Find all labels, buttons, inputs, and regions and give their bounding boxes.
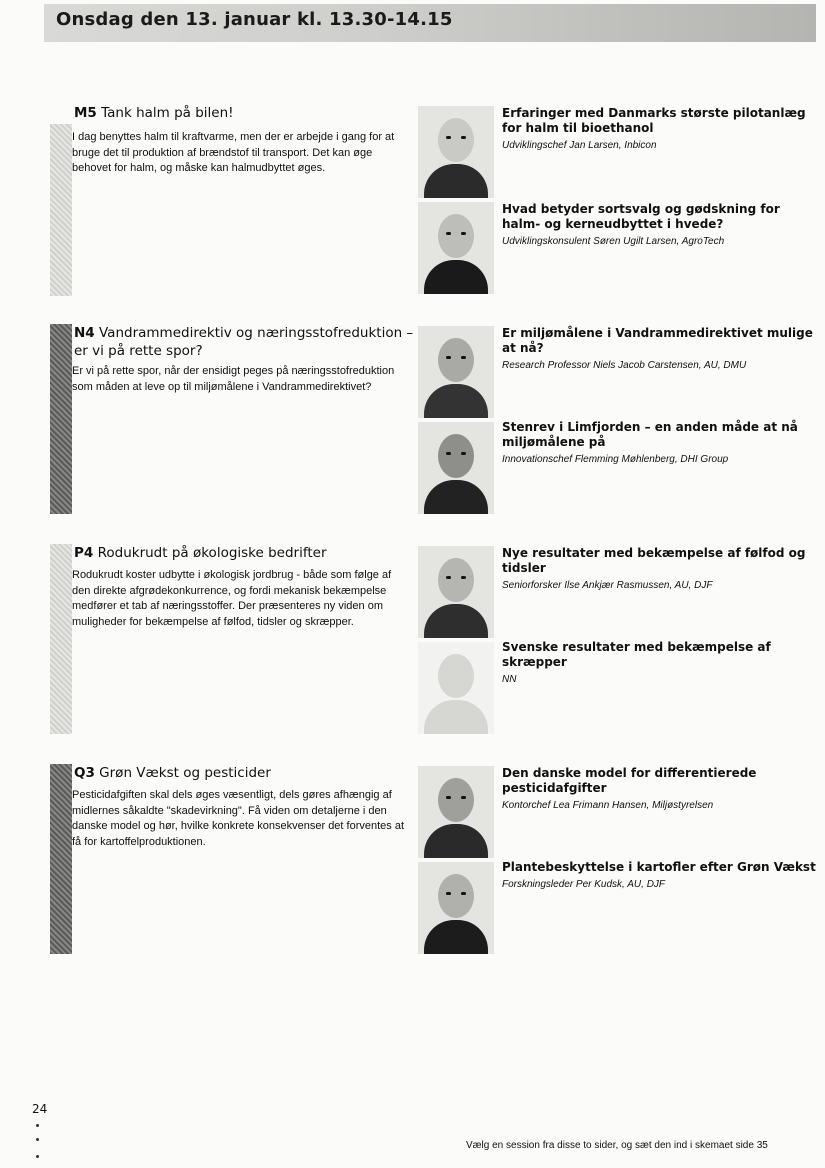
speaker-photo [418, 862, 494, 954]
talk-title: Nye resultater med bekæmpelse af følfod og tidsler [502, 546, 806, 575]
session-m5 [50, 104, 822, 294]
session-title: N4 Vandrammedirektiv og næringsstofreduktion – er vi på rette spor? [74, 325, 414, 359]
session-n4 [50, 324, 822, 514]
session-p4 [50, 544, 822, 734]
talk-speaker: Udviklingskonsulent Søren Ugilt Larsen, AgroTech [502, 236, 725, 247]
session-bar [50, 324, 72, 514]
talk [502, 766, 822, 813]
talk [502, 202, 822, 249]
footer-note: Vælg en session fra disse to sider, og sæt den ind i skemaet side 35 [466, 1140, 768, 1151]
talk-title: Den danske model for differentierede pesticidafgifter [502, 766, 757, 795]
speaker-photo [418, 326, 494, 418]
speaker-photo [418, 546, 494, 638]
speaker-photo [418, 106, 494, 198]
session-title: P4 Rodukrudt på økologiske bedrifter [74, 545, 327, 561]
talk-title: Plantebeskyttelse i kartofler efter Grøn Vækst [502, 860, 816, 874]
session-description: I dag benyttes halm til kraftvarme, men der er arbejde i gang for at bruge det til produktion af brændstof til transport. Det kan øge behovet for halm, og måske kan halmudbyttet øges. [72, 131, 395, 174]
talk [502, 106, 822, 153]
talk-speaker: Kontorchef Lea Frimann Hansen, Miljøstyrelsen [502, 800, 714, 811]
speaker-photo [418, 422, 494, 514]
bullet-dot [36, 1155, 39, 1158]
session-bar [50, 544, 72, 734]
session-description: Rodukrudt koster udbytte i økologisk jordbrug - både som følge af den direkte afgrødekonkurrence, og fordi mekanisk bekæmpelse medfører et tab af næringsstoffer. Der præsenteres ny viden om muligheder for bekæmpelse af følfod, tidsler og skræpper. [72, 569, 392, 628]
talk-speaker: Forskningsleder Per Kudsk, AU, DJF [502, 879, 666, 890]
talk-title: Er miljømålene i Vandrammedirektivet mulige at nå? [502, 326, 813, 355]
talk [502, 546, 822, 593]
session-description: Pesticidafgiften skal dels øges væsentligt, dels gøres afhængig af midlernes såkaldte "skadevirkning". Få viden om detaljerne i den danske model og hør, hvilke konkrete konsekvenser det forventes at få for kartoffelproduktionen. [72, 789, 405, 848]
page-number: 24 [32, 1102, 48, 1116]
session-title: M5 Tank halm på bilen! [74, 105, 234, 121]
talk [502, 860, 822, 892]
session-bar [50, 124, 72, 296]
speaker-photo [418, 202, 494, 294]
talk [502, 640, 822, 687]
talk-speaker: Innovationschef Flemming Møhlenberg, DHI Group [502, 454, 729, 465]
speaker-photo [418, 766, 494, 858]
talk-speaker: Udviklingschef Jan Larsen, Inbicon [502, 140, 657, 151]
talk-speaker: NN [502, 674, 517, 685]
talk [502, 326, 822, 373]
talk-speaker: Seniorforsker Ilse Ankjær Rasmussen, AU, DJF [502, 580, 713, 591]
page-title: Onsdag den 13. januar kl. 13.30-14.15 [56, 9, 453, 30]
talk-title: Hvad betyder sortsvalg og gødskning for halm- og kerneudbyttet i hvede? [502, 202, 780, 231]
talk-speaker: Research Professor Niels Jacob Carstensen, AU, DMU [502, 360, 747, 371]
talk-title: Stenrev i Limfjorden – en anden måde at nå miljømålene på [502, 420, 798, 449]
session-bar [50, 764, 72, 954]
session-q3 [50, 764, 822, 954]
speaker-placeholder-silhouette [418, 642, 494, 734]
bullet-dot [36, 1124, 39, 1127]
talk [502, 420, 822, 467]
talk-title: Svenske resultater med bekæmpelse af skræpper [502, 640, 771, 669]
session-description: Er vi på rette spor, når der ensidigt peges på næringsstofreduktion som måden at leve op til miljømålene i Vandrammedirektivet? [72, 365, 395, 393]
bullet-dot [36, 1138, 39, 1141]
session-title: Q3 Grøn Vækst og pesticider [74, 765, 271, 781]
talk-title: Erfaringer med Danmarks største pilotanlæg for halm til bioethanol [502, 106, 806, 135]
